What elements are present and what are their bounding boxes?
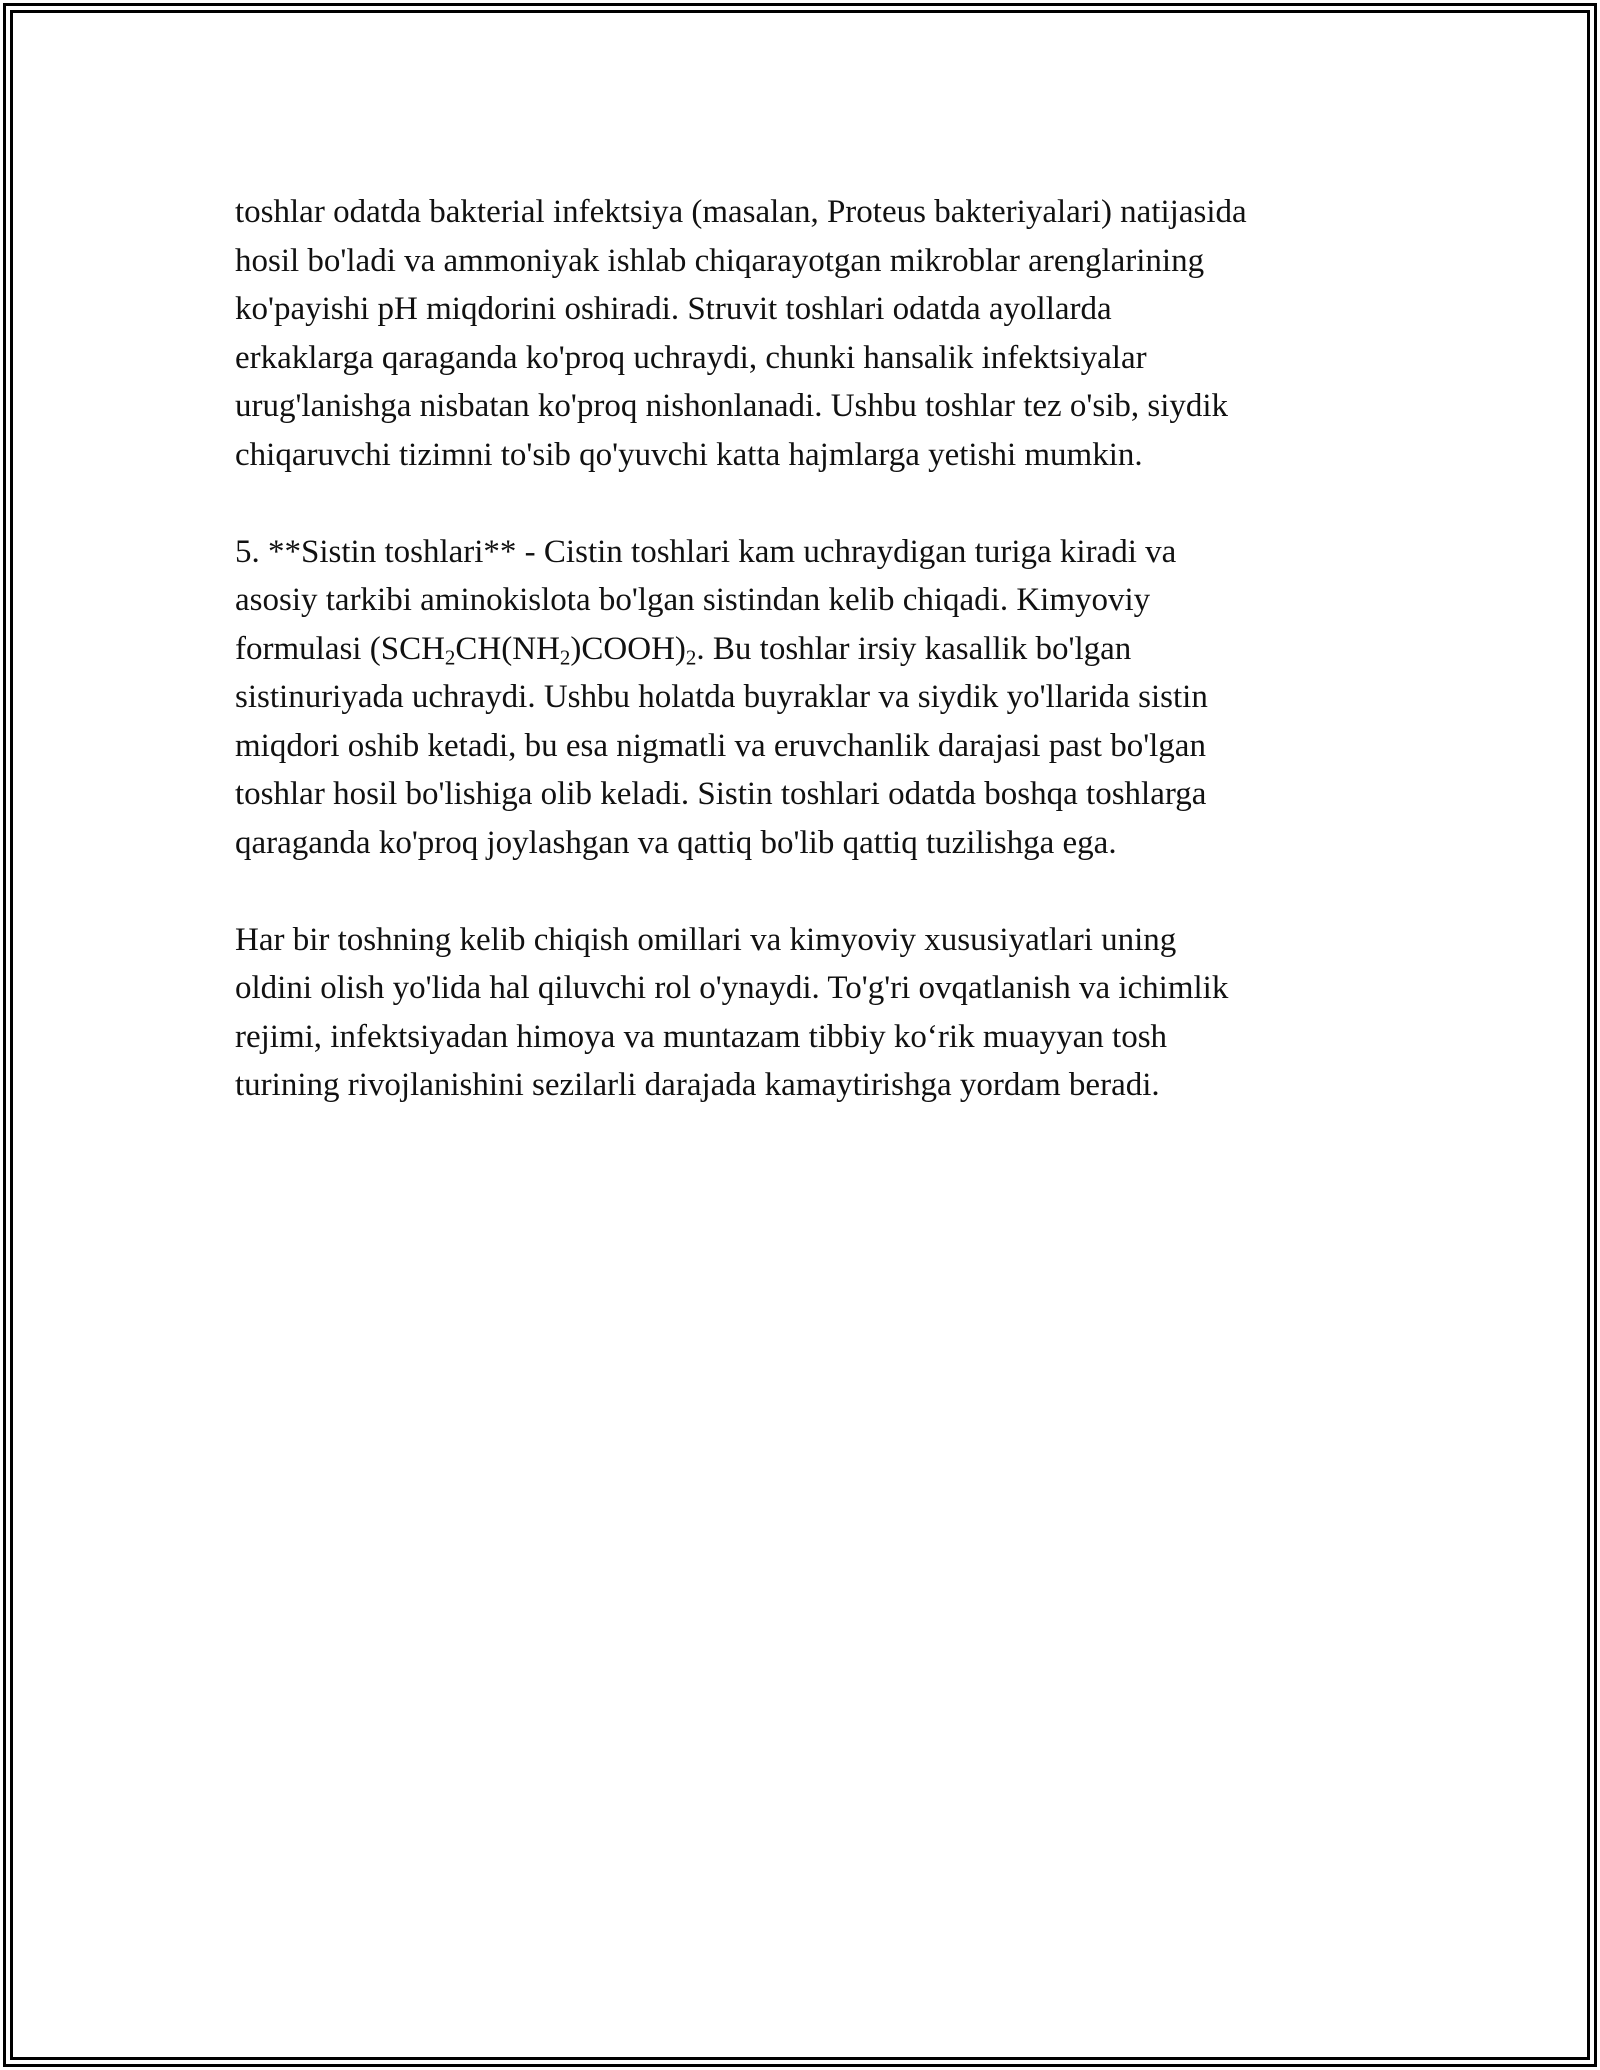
- text-line: toshlar hosil bo'lishiga olib keladi. Sistin toshlari odatda boshqa toshlarga: [235, 776, 1207, 812]
- text-line: turining rivojlanishini sezilarli darajada kamaytirishga yordam beradi.: [235, 1067, 1160, 1103]
- document-body: [235, 188, 1375, 1158]
- text-line: qaraganda ko'proq joylashgan va qattiq bo'lib qattiq tuzilishga ega.: [235, 824, 1117, 861]
- text-line: 5. **Sistin toshlari** - Cistin toshlari kam uchraydigan turiga kiradi va: [235, 533, 1177, 570]
- paragraph-cystine-stones: [235, 528, 1375, 868]
- formula-prefix: formulasi (SCH: [235, 630, 445, 667]
- text-line: chiqaruvchi tizimni to'sib qo'yuvchi katta hajmlarga yetishi mumkin.: [235, 436, 1143, 473]
- formula-subscript: 2: [559, 644, 571, 669]
- formula-suffix: . Bu toshlar irsiy kasallik bo'lgan: [696, 630, 1132, 667]
- text-line: asosiy tarkibi aminokislota bo'lgan sistindan kelib chiqadi. Kimyoviy: [235, 582, 1151, 618]
- text-line: toshlar odatda bakterial infektsiya (masalan, Proteus bakteriyalari) natijasida: [235, 194, 1247, 230]
- text-line: Har bir toshning kelib chiqish omillari va kimyoviy xususiyatlari uning: [235, 921, 1177, 958]
- text-line: miqdori oshib ketadi, bu esa nigmatli va eruvchanlik darajasi past bo'lgan: [235, 727, 1206, 764]
- formula-subscript: 2: [444, 644, 456, 669]
- text-line: rejimi, infektsiyadan himoya va muntazam tibbiy ko‘rik muayyan tosh: [235, 1018, 1168, 1055]
- paragraph-conclusion: [235, 916, 1375, 1110]
- text-line: erkaklarga qaraganda ko'proq uchraydi, chunki hansalik infektsiyalar: [235, 339, 1147, 376]
- formula-part: CH(NH: [455, 630, 560, 667]
- text-line: urug'lanishga nisbatan ko'proq nishonlanadi. Ushbu toshlar tez o'sib, siydik: [235, 388, 1229, 424]
- chemical-formula-line: [235, 625, 1375, 674]
- text-line: hosil bo'ladi va ammoniyak ishlab chiqarayotgan mikroblar arenglarining: [235, 242, 1205, 279]
- text-line: oldini olish yo'lida hal qiluvchi rol o'ynaydi. To'g'ri ovqatlanish va ichimlik: [235, 970, 1229, 1006]
- text-line: sistinuriyada uchraydi. Ushbu holatda buyraklar va siydik yo'llarida sistin: [235, 679, 1208, 715]
- formula-subscript: 2: [685, 644, 697, 669]
- paragraph-struvite-continuation: [235, 188, 1375, 479]
- text-line: ko'payishi pH miqdorini oshiradi. Struvit toshlari odatda ayollarda: [235, 291, 1112, 327]
- formula-part: )COOH): [570, 630, 686, 667]
